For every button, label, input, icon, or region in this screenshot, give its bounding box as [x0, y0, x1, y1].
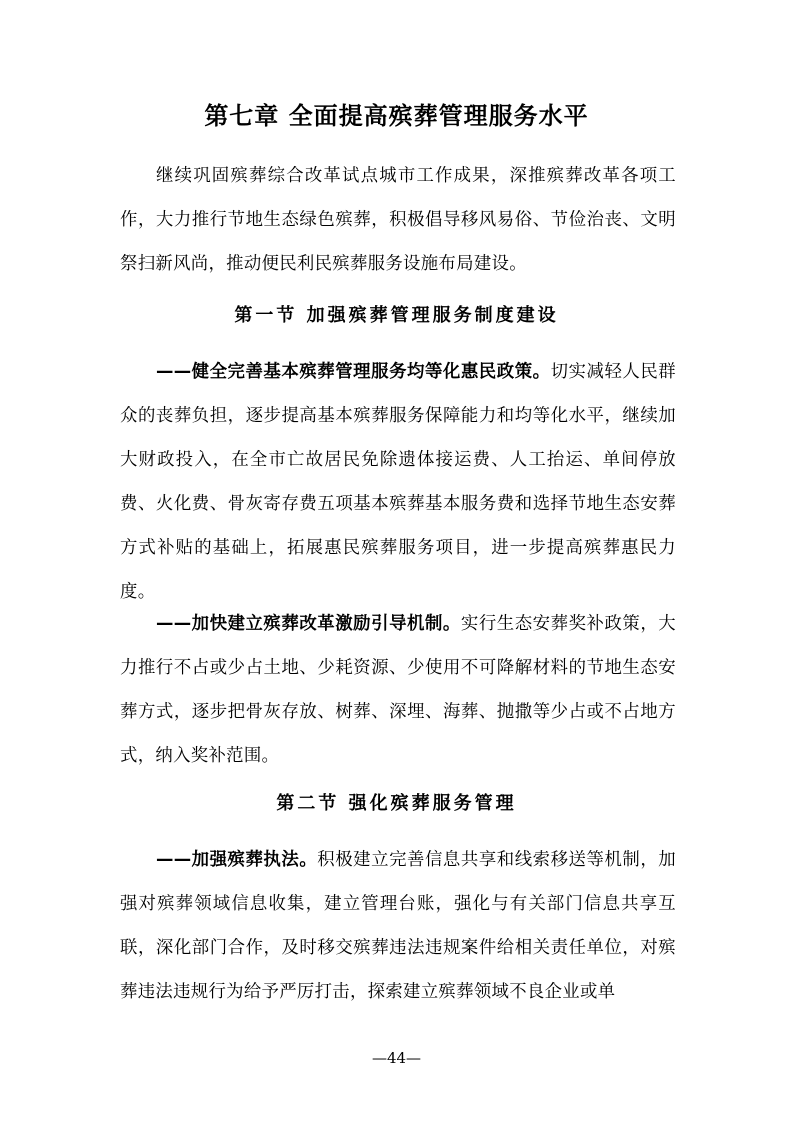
section-title: 第二节 强化殡葬服务管理	[276, 793, 517, 814]
paragraph-lead: ——加强殡葬执法。	[156, 850, 318, 870]
section-title: 第一节 加强殡葬管理服务制度建设	[234, 305, 559, 326]
paragraph-lead: ——加快建立殡葬改革激励引导机制。	[156, 614, 461, 634]
page-number: —44—	[371, 1049, 422, 1067]
paragraph-3	[120, 838, 676, 1014]
paragraph-body: 积极建立完善信息共享和线索移送等机制，加强对殡葬领域信息收集，建立管理台账，强化与有关部门信息共享互联，深化部门合作，及时移交殡葬违法违规案件给相关责任单位，对殡葬违法违规行为给予严厉打击，探索建立殡葬领域不良企业或单	[120, 850, 676, 1002]
chapter-intro-paragraph: 继续巩固殡葬综合改革试点城市工作成果，深推殡葬改革各项工作，大力推行节地生态绿色殡葬，积极倡导移风易俗、节俭治丧、文明祭扫新风尚，推动便民利民殡葬服务设施布局建设。	[120, 166, 676, 274]
paragraph-body: 切实减轻人民群众的丧葬负担，逐步提高基本殡葬服务保障能力和均等化水平，继续加大财政投入，在全市亡故居民免除遗体接运费、人工抬运、单间停放费、火化费、骨灰寄存费五项基本殡葬基本服务费和选择节地生态安葬方式补贴的基础上，拓展惠民殡葬服务项目，进一步提高殡葬惠民力度。	[120, 362, 676, 602]
chapter-title: 第七章 全面提高殡葬管理服务水平	[204, 102, 589, 130]
paragraph-lead: ——健全完善基本殡葬管理服务均等化惠民政策。	[156, 362, 551, 382]
paragraph-body: 实行生态安葬奖补政策，大力推行不占或少占土地、少耗资源、少使用不可降解材料的节地生态安葬方式，逐步把骨灰存放、树葬、深埋、海葬、抛撒等少占或不占地方式，纳入奖补范围。	[120, 614, 676, 766]
paragraph-1	[120, 350, 676, 614]
paragraph-2	[120, 602, 676, 778]
